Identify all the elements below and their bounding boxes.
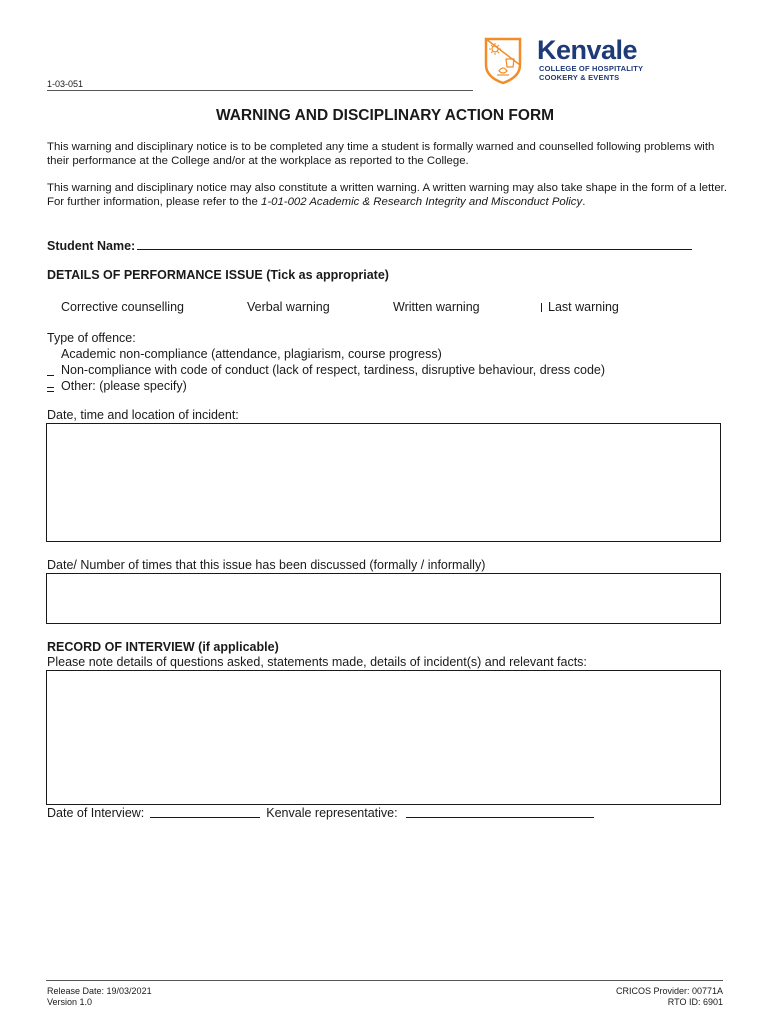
checkbox-icon[interactable] <box>47 391 54 392</box>
representative-label: Kenvale representative: <box>266 806 398 820</box>
option-corrective-counselling[interactable]: Corrective counselling <box>61 300 184 314</box>
footer-left <box>47 986 152 1008</box>
logo-subtitle <box>539 64 643 82</box>
record-of-interview-heading: RECORD OF INTERVIEW (if applicable) <box>47 640 279 654</box>
times-discussed-label: Date/ Number of times that this issue has been discussed (formally / informally) <box>47 558 486 572</box>
option-verbal-warning[interactable]: Verbal warning <box>247 300 330 314</box>
logo-name: Kenvale <box>537 35 638 65</box>
rto-id: RTO ID: 6901 <box>667 997 723 1007</box>
release-date: Release Date: 19/03/2021 <box>47 986 152 996</box>
checkbox-icon[interactable] <box>541 303 542 312</box>
checkbox-icon[interactable] <box>47 375 54 376</box>
option-last-warning-label: Last warning <box>548 300 619 314</box>
header-divider <box>47 90 473 91</box>
cricos-provider: CRICOS Provider: 00771A <box>615 986 723 996</box>
student-name-field[interactable] <box>137 240 692 250</box>
footer-right <box>616 986 723 1008</box>
option-written-warning[interactable]: Written warning <box>393 300 480 314</box>
times-discussed-field[interactable] <box>46 573 721 624</box>
intro-paragraph-2-text: This warning and disciplinary notice may also constitute a written warning. A written warning may also take shape in the form of a letter. For further information, please refer to the <box>47 182 727 208</box>
option-last-warning[interactable] <box>541 300 619 314</box>
student-name-label: Student Name: <box>47 239 136 253</box>
date-of-interview-label: Date of Interview: <box>47 806 145 820</box>
offence-code-of-conduct[interactable]: Non-compliance with code of conduct (lack of respect, tardiness, disruptive behaviour, dress code) <box>61 363 606 377</box>
interview-signoff-row <box>47 806 594 820</box>
date-of-interview-field[interactable] <box>150 807 260 818</box>
representative-field[interactable] <box>406 807 594 818</box>
date-time-location-label: Date, time and location of incident: <box>47 408 239 422</box>
version: Version 1.0 <box>47 997 93 1007</box>
offence-academic[interactable]: Academic non-compliance (attendance, plagiarism, course progress) <box>61 347 442 361</box>
intro-paragraph-2-end: . <box>582 196 586 208</box>
intro-paragraph-1: This warning and disciplinary notice is to be completed any time a student is formally warned and counselled following problems with their performance at the College and/or at the workplace as reported to the College. <box>47 141 715 167</box>
logo-subtitle-line2: COOKERY & EVENTS <box>539 73 620 82</box>
offence-other[interactable]: Other: (please specify) <box>61 379 187 393</box>
footer-divider <box>46 980 723 981</box>
logo-subtitle-line1: COLLEGE OF HOSPITALITY <box>539 64 644 73</box>
student-name-row <box>47 239 692 253</box>
checkbox-icon[interactable] <box>47 387 54 388</box>
policy-reference: 1-01-002 Academic & Research Integrity and Misconduct Policy <box>261 196 583 208</box>
shield-icon <box>484 35 522 85</box>
details-heading: DETAILS OF PERFORMANCE ISSUE (Tick as appropriate) <box>47 268 389 282</box>
record-of-interview-field[interactable] <box>46 670 721 805</box>
date-time-location-field[interactable] <box>46 423 721 542</box>
form-title: WARNING AND DISCIPLINARY ACTION FORM <box>215 107 555 124</box>
kenvale-logo <box>484 35 724 85</box>
offence-heading: Type of offence: <box>47 331 136 345</box>
document-code: 1-03-051 <box>47 79 84 89</box>
intro-paragraph-2 <box>47 181 727 209</box>
record-of-interview-note: Please note details of questions asked, statements made, details of incident(s) and relevant facts: <box>47 655 587 669</box>
